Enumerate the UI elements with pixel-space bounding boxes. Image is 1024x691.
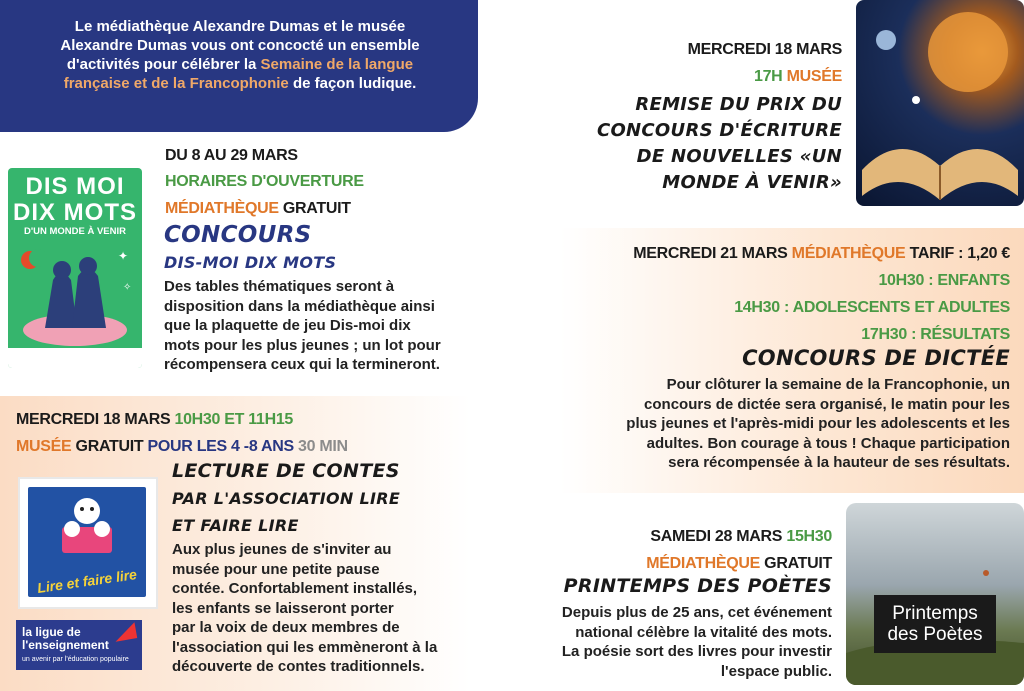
printemps-date-hour: SAMEDI 28 MARS 15H30 [650, 528, 832, 545]
intro-banner [0, 0, 478, 132]
dismoi-horaires: HORAIRES D'OUVERTURE [165, 173, 364, 190]
dismoi-lieu-tarif: MÉDIATHÈQUE GRATUIT [165, 200, 351, 217]
prix-title: REMISE DU PRIX DU CONCOURS D'ÉCRITURE DE NOUVELLES «UN MONDE À VENIR» [596, 94, 842, 193]
printemps-lieu-tarif: MÉDIATHÈQUE GRATUIT [646, 555, 832, 572]
intro-text: Le médiathèque Alexandre Dumas et le musée Alexandre Dumas vous ont concocté un ensemble d'activités pour célébrer la Semaine de la langue française et de la Francophonie de façon ludique. [60, 18, 420, 92]
prix-hour-lieu: 17H MUSÉE [753, 68, 842, 85]
poster-partner-logos [8, 348, 142, 368]
poster-subtitle: D'UN MONDE À VENIR [23, 226, 126, 237]
dismoi-description: Des tables thématiques seront à disposition dans la médiathèque ainsi que la plaquette de jeu Dis-moi dix mots pour les plus jeunes ; un lot pour récompensera ceux qui la termineront. [164, 278, 441, 373]
dismoi-poster [8, 168, 142, 368]
dismoi-subtitle: DIS-MOI DIX MOTS [164, 253, 337, 272]
dismoi-title: CONCOURS [164, 222, 312, 248]
flag-icon [113, 622, 137, 642]
ligue-enseignement-logo: la ligue de l'enseignement un avenir par l'éducation populaire [16, 620, 142, 670]
reading-children-icon [48, 493, 126, 563]
lecture-title: LECTURE DE CONTES [172, 460, 400, 482]
poster-figures-illustration [8, 240, 142, 348]
prix-date: MERCREDI 18 MARS [687, 41, 842, 58]
printemps-logo: Printemps des Poètes [874, 595, 996, 653]
dictee-slot-resultats: 17H30 : RÉSULTATS [861, 326, 1010, 343]
poster-title: DIS MOI DIX MOTS [12, 173, 137, 226]
svg-text:✧: ✧ [123, 282, 132, 293]
lire-et-faire-lire-logo [18, 477, 158, 609]
dictee-description: Pour clôturer la semaine de la Francophonie, un concours de dictée sera organisé, le matin pour les plus jeunes et l'après-midi pour les adolescents et les adultes. Bon courage à tous ! Chaque participation sera récompensée à la hauteur de ses résultats. [626, 376, 1010, 471]
dictee-slot-adultes: 14H30 : ADOLESCENTS ET ADULTES [734, 299, 1010, 316]
lecture-date-hours: MERCREDI 18 MARS 10H30 ET 11H15 [16, 411, 294, 428]
open-book-image [856, 0, 1024, 206]
lecture-description: Aux plus jeunes de s'inviter au musée pour une petite pause contée. Confortablement installés, les enfants se laisseront porter par la voix de deux membres de l'association qui les emmèneront à la découverte de contes traditionnels. [172, 541, 438, 675]
lecture-subtitle-1: PAR L'ASSOCIATION LIRE [172, 489, 401, 508]
dismoi-dates: DU 8 AU 29 MARS [165, 147, 298, 164]
dictee-title: CONCOURS DE DICTÉE [742, 346, 1010, 370]
dictee-date-lieu-tarif: MERCREDI 21 MARS MÉDIATHÈQUE TARIF : 1,20 € [633, 245, 1010, 262]
lecture-info: MUSÉE GRATUIT POUR LES 4 -8 ANS 30 MIN [16, 438, 348, 455]
svg-text:✦: ✦ [118, 249, 129, 263]
lire-logo-text: Lire et faire lire [36, 566, 138, 596]
dictee-slot-enfants: 10H30 : ENFANTS [878, 272, 1010, 289]
printemps-description: Depuis plus de 25 ans, cet événement national célèbre la vitalité des mots. La poésie sort des livres pour investir l'espace public. [561, 604, 832, 680]
lecture-subtitle-2: ET FAIRE LIRE [172, 516, 299, 535]
printemps-title: PRINTEMPS DES POÈTES [563, 575, 832, 597]
printemps-des-poetes-image [846, 503, 1024, 685]
